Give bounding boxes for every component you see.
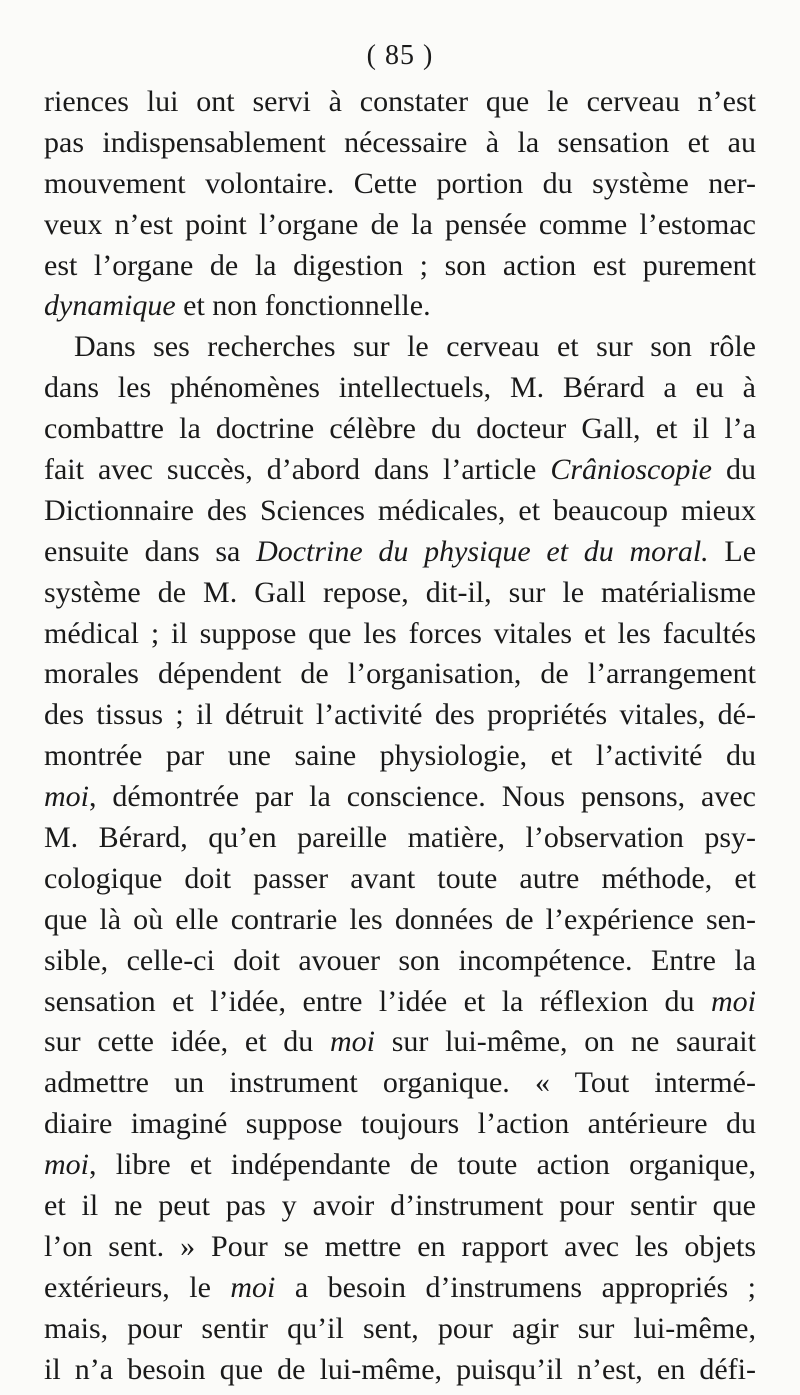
text-segment: montrée par une saine physiologie, et l’activité du	[44, 739, 756, 773]
text-line	[44, 450, 756, 491]
text-line	[44, 1063, 756, 1104]
text-segment: veux n’est point l’organe de la pensée comme l’estomac	[44, 207, 756, 241]
text-segment: du	[711, 453, 756, 487]
text-segment: l’on sent. » Pour se mettre en rapport avec les objets	[44, 1229, 756, 1263]
text-segment: système de M. Gall repose, dit-il, sur le matérialisme	[44, 575, 756, 609]
text-segment: M. Bérard, qu’en pareille matière, l’observation psy-	[44, 821, 756, 855]
text-segment: mais, pour sentir qu’il sent, pour agir sur lui-même,	[44, 1311, 756, 1345]
italic-text: moi	[44, 780, 89, 814]
text-segment: que là où elle contrarie les données de l’expérience sen-	[44, 902, 756, 936]
text-line	[44, 1309, 756, 1350]
text-line	[44, 123, 756, 164]
text-segment: , démontrée par la conscience. Nous pensons, avec	[89, 780, 756, 814]
text-segment: sensation et l’idée, entre l’idée et la réflexion du	[44, 984, 711, 1018]
text-line	[44, 1145, 756, 1186]
text-segment: a besoin d’instrumens appropriés ;	[275, 1270, 756, 1304]
italic-text: dynamique	[44, 289, 176, 323]
text-line	[44, 859, 756, 900]
text-line	[44, 777, 756, 818]
italic-text: moi	[44, 1148, 89, 1182]
text-segment: riences lui ont servi à constater que le cerveau n’est	[44, 85, 756, 118]
text-line	[44, 327, 756, 368]
text-line	[44, 82, 756, 123]
text-segment: est l’organe de la digestion ; son action est purement	[44, 248, 756, 282]
text-line	[44, 1350, 756, 1391]
text-segment: morales dépendent de l’organisation, de l’arrangement	[44, 657, 756, 691]
text-line	[44, 982, 756, 1023]
text-segment: médical ; il suppose que les forces vitales et les facultés	[44, 616, 756, 650]
text-line	[44, 1268, 756, 1309]
italic-text: moi	[230, 1270, 276, 1304]
text-line	[44, 532, 756, 573]
text-segment: et il ne peut pas y avoir d’instrument pour sentir que	[44, 1189, 756, 1223]
body-text	[44, 82, 756, 1391]
text-segment: sible, celle-ci doit avouer son incompétence. Entre la	[44, 943, 756, 977]
text-segment: Le	[708, 534, 756, 568]
text-segment: diaire imaginé suppose toujours l’action antérieure du	[44, 1107, 756, 1141]
text-segment: cologique doit passer avant toute autre méthode, et	[44, 861, 756, 895]
text-segment: ensuite dans sa	[44, 534, 257, 568]
text-line	[44, 368, 756, 409]
text-line	[44, 900, 756, 941]
text-line	[44, 614, 756, 655]
text-line	[44, 941, 756, 982]
text-segment: des tissus ; il détruit l’activité des propriétés vitales, dé-	[44, 698, 756, 732]
text-segment: dans les phénomènes intellectuels, M. Bérard a eu à	[44, 371, 756, 405]
page-number: ( 85 )	[366, 40, 434, 71]
text-line	[44, 1227, 756, 1268]
text-segment: et non fonctionnelle.	[175, 289, 431, 323]
text-segment: extérieurs, le	[44, 1270, 231, 1304]
text-segment: sur lui-même, on ne saurait	[374, 1025, 756, 1059]
text-line	[44, 164, 756, 205]
text-segment: pas indispensablement nécessaire à la sensation et au	[44, 125, 756, 159]
text-segment: il n’a besoin que de lui-même, puisqu’il n’est, en défi-	[44, 1352, 756, 1386]
text-line	[44, 1186, 756, 1227]
text-segment: , libre et indépendante de toute action organique,	[89, 1148, 756, 1182]
italic-text: Doctrine du physique et du moral.	[256, 534, 709, 568]
text-segment: combattre la doctrine célèbre du docteur Gall, et il l’a	[44, 412, 756, 446]
italic-text: moi	[711, 984, 756, 1018]
text-segment: fait avec succès, d’abord dans l’article	[44, 453, 551, 487]
text-segment: Dans ses recherches sur le cerveau et sur son rôle	[74, 330, 756, 364]
text-line	[44, 573, 756, 614]
text-segment: admettre un instrument organique. « Tout intermé-	[44, 1066, 756, 1100]
text-line	[44, 736, 756, 777]
text-line	[44, 286, 756, 327]
text-line	[44, 1022, 756, 1063]
text-line	[44, 818, 756, 859]
italic-text: moi	[329, 1025, 375, 1059]
text-segment: sur cette idée, et du	[44, 1025, 330, 1059]
text-line	[44, 205, 756, 246]
text-line	[44, 695, 756, 736]
text-line	[44, 654, 756, 695]
text-line	[44, 409, 756, 450]
text-segment: mouvement volontaire. Cette portion du système ner-	[44, 166, 756, 200]
text-line	[44, 491, 756, 532]
text-line	[44, 1104, 756, 1145]
text-segment: Dictionnaire des Sciences médicales, et beaucoup mieux	[44, 493, 756, 527]
text-line	[44, 246, 756, 287]
italic-text: Crânioscopie	[550, 453, 712, 487]
